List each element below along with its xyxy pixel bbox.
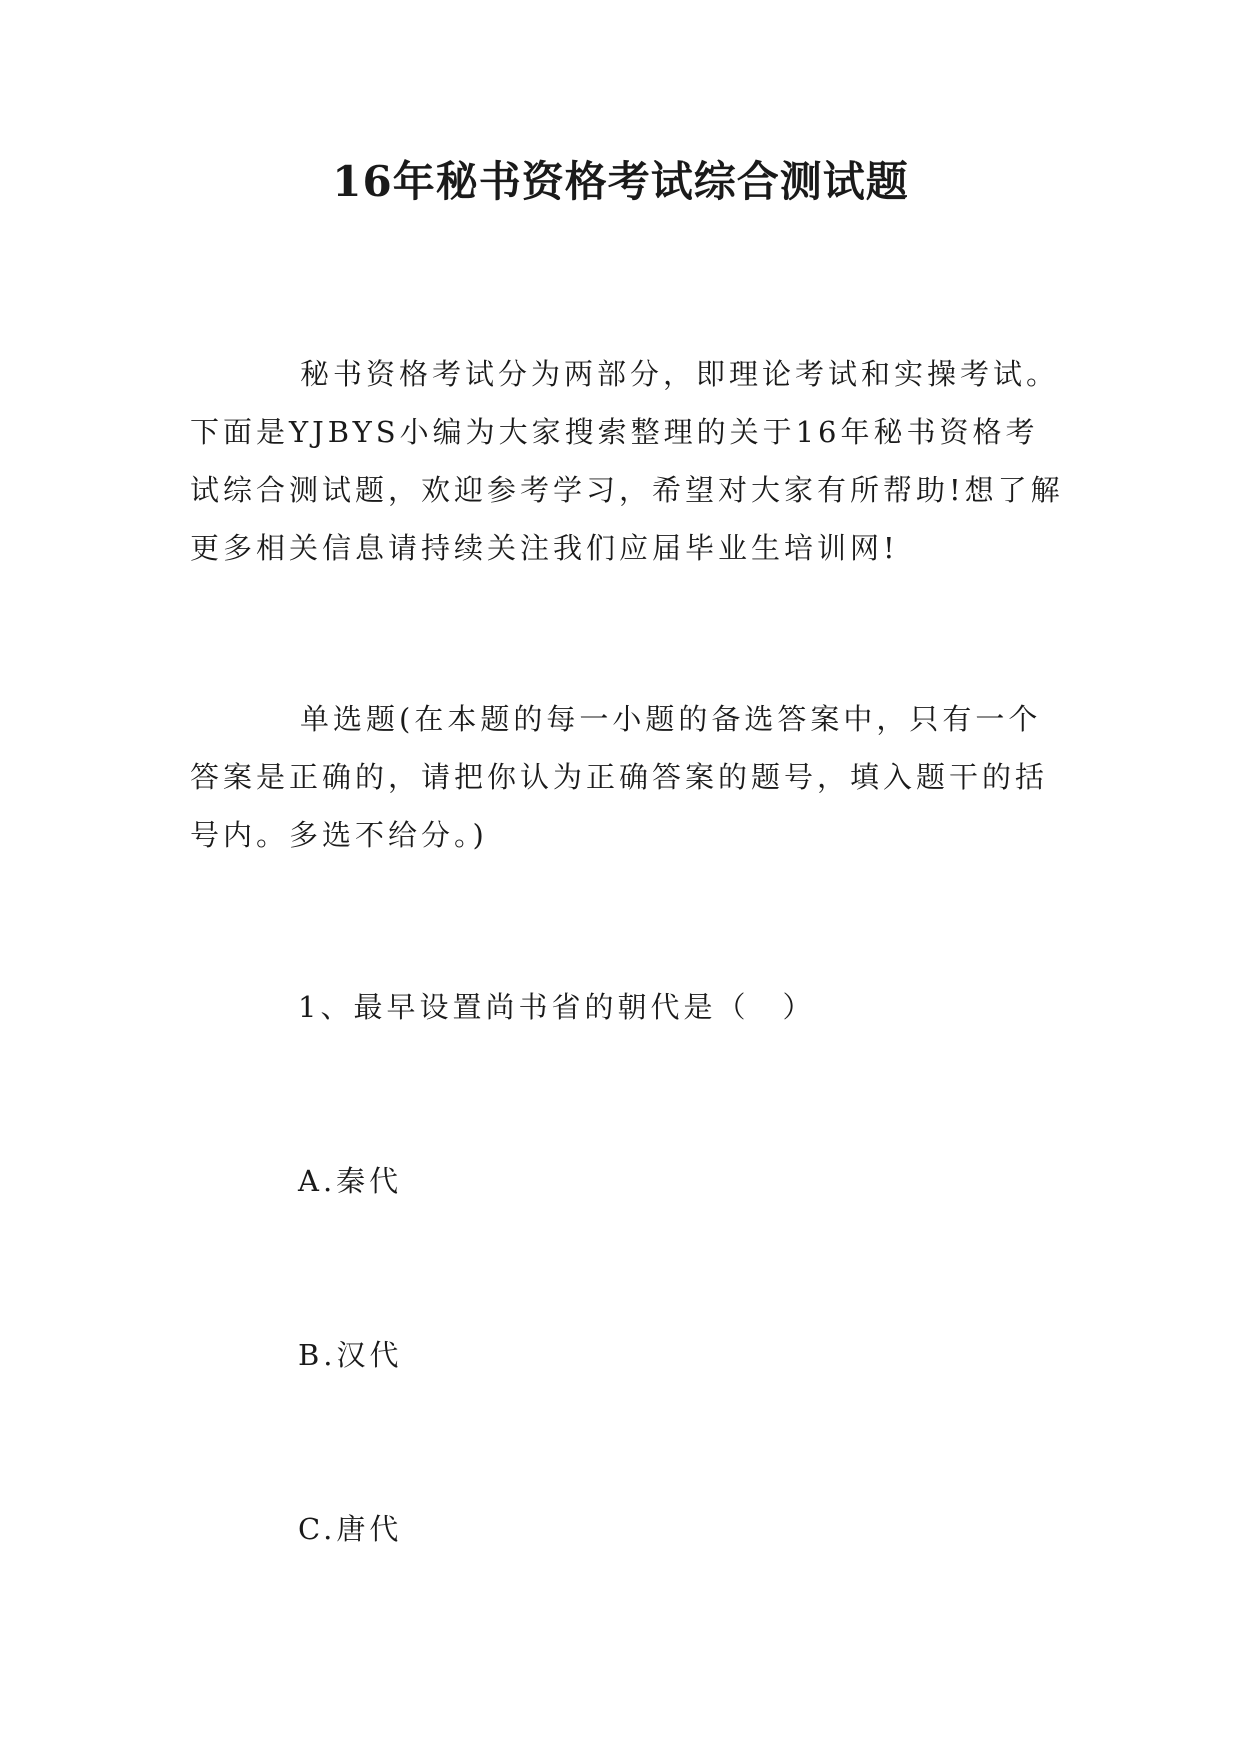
- document-title: 16年秘书资格考试综合测试题: [332, 157, 909, 206]
- option-c: C.唐代: [298, 1512, 403, 1546]
- option-b: B.汉代: [298, 1338, 403, 1372]
- question-text: 1、最早设置尚书省的朝代是（ ）: [298, 990, 816, 1024]
- instruction-paragraph: 单选题(在本题的每一小题的备选答案中，只有一个答案是正确的，请把你认为正确答案的题号，填入题干的括号内。多选不给分。): [190, 702, 1049, 852]
- option-a: A.秦代: [298, 1164, 403, 1198]
- intro-paragraph: 秘书资格考试分为两部分，即理论考试和实操考试。下面是YJBYS小编为大家搜索整理的关于16年秘书资格考试综合测试题，欢迎参考学习，希望对大家有所帮助!想了解更多相关信息请持续关注我们应届毕业生培训网!: [190, 357, 1064, 565]
